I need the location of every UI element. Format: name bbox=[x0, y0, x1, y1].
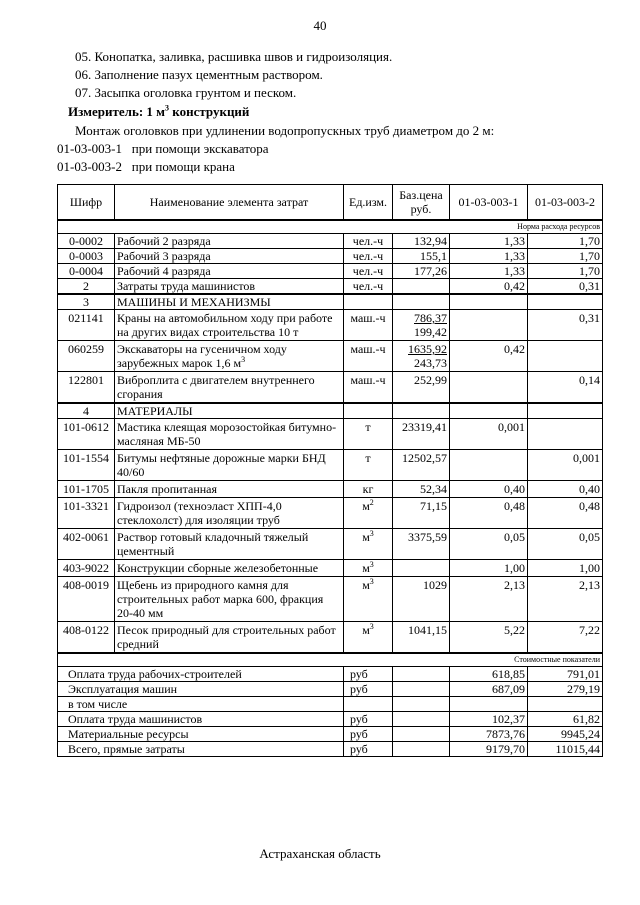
cell-code: 2 bbox=[58, 279, 115, 295]
table-row bbox=[58, 498, 603, 529]
cell-code: 060259 bbox=[58, 341, 115, 372]
totals-row bbox=[58, 667, 603, 682]
cell-v1: 0,05 bbox=[450, 529, 528, 560]
cell-name: Краны на автомобильном ходу при работе на других видах строительства 10 т bbox=[115, 310, 344, 341]
measure-sup: 3 bbox=[165, 103, 170, 113]
cell-name: МАТЕРИАЛЫ bbox=[115, 403, 344, 419]
total-v2: 279,19 bbox=[528, 682, 603, 697]
variant-1-text: при помощи экскаватора bbox=[131, 141, 269, 156]
unit-text: м bbox=[362, 561, 370, 575]
cell-name-text: Экскаваторы на гусеничном ходу зарубежных марок 1,6 м bbox=[117, 342, 287, 370]
totals-row bbox=[58, 697, 603, 712]
cell-v2: 0,40 bbox=[528, 481, 603, 498]
table-row bbox=[58, 310, 603, 341]
measure-tail: конструкций bbox=[169, 104, 250, 119]
cell-name: Рабочий 2 разряда bbox=[115, 234, 344, 249]
cell-price: 71,15 bbox=[393, 498, 450, 529]
cell-price: 1041,15 bbox=[393, 622, 450, 654]
total-v1: 7873,76 bbox=[450, 727, 528, 742]
cell-price: 155,1 bbox=[393, 249, 450, 264]
cell-v1: 0,42 bbox=[450, 279, 528, 295]
cell-unit: маш.-ч bbox=[344, 341, 393, 372]
cell-v1: 0,48 bbox=[450, 498, 528, 529]
intro-description: Монтаж оголовков при удлинении водопропускных труб диаметром до 2 м: bbox=[75, 123, 495, 138]
cell-unit bbox=[344, 481, 393, 498]
cell-v1: 1,33 bbox=[450, 249, 528, 264]
total-v2: 9945,24 bbox=[528, 727, 603, 742]
cell-unit: чел.-ч bbox=[344, 234, 393, 249]
price-bottom: 199,42 bbox=[414, 325, 447, 339]
cell-v2: 1,70 bbox=[528, 234, 603, 249]
cell-code: 0-0004 bbox=[58, 264, 115, 279]
unit-sup: 3 bbox=[369, 622, 374, 631]
unit-sup: 2 bbox=[369, 498, 374, 507]
total-name: Материальные ресурсы bbox=[58, 727, 344, 742]
cell-v1: 2,13 bbox=[450, 577, 528, 622]
section-2-row bbox=[58, 279, 603, 295]
header-price: Баз.цена руб. bbox=[393, 185, 450, 221]
cell-name: Щебень из природного камня для строительных работ марка 600, фракция 20-40 мм bbox=[115, 577, 344, 622]
cell-v2: 1,00 bbox=[528, 560, 603, 577]
cell-name: Мастика клеящая морозостойкая битумно-масляная МБ-50 bbox=[115, 419, 344, 450]
cell-name bbox=[115, 341, 344, 372]
intro-line-1: 05. Конопатка, заливка, расшивка швов и гидроизоляция. bbox=[75, 49, 393, 64]
cell-name: Рабочий 4 разряда bbox=[115, 264, 344, 279]
header-col1: 01-03-003-1 bbox=[450, 185, 528, 221]
cell-v2: 0,31 bbox=[528, 279, 603, 295]
cell-unit: маш.-ч bbox=[344, 372, 393, 404]
cell-price bbox=[393, 310, 450, 341]
totals-row bbox=[58, 727, 603, 742]
cell-unit bbox=[344, 622, 393, 654]
measure-label: Измеритель: 1 м bbox=[68, 104, 166, 119]
unit-text: т bbox=[365, 420, 371, 434]
cell-price: 23319,41 bbox=[393, 419, 450, 450]
cell-code: 0-0002 bbox=[58, 234, 115, 249]
header-name: Наименование элемента затрат bbox=[115, 185, 344, 221]
cell-price: 177,26 bbox=[393, 264, 450, 279]
footer-region: Астраханская область bbox=[259, 846, 381, 861]
cell-price: 132,94 bbox=[393, 234, 450, 249]
header-unit: Ед.изм. bbox=[344, 185, 393, 221]
cell-code: 101-0612 bbox=[58, 419, 115, 450]
cell-v1: 0,42 bbox=[450, 341, 528, 372]
cell-name: Гидроизол (техноэласт ХПП-4,0 стеклохолст) для изоляции труб bbox=[115, 498, 344, 529]
cell-name: Песок природный для строительных работ средний bbox=[115, 622, 344, 654]
totals-row bbox=[58, 742, 603, 757]
resource-table bbox=[57, 184, 603, 757]
total-v1: 102,37 bbox=[450, 712, 528, 727]
cell-unit: маш.-ч bbox=[344, 310, 393, 341]
cell-unit: чел.-ч bbox=[344, 264, 393, 279]
section-3-row bbox=[58, 294, 603, 310]
table-row bbox=[58, 234, 603, 249]
cell-price: 252,99 bbox=[393, 372, 450, 404]
total-unit: руб bbox=[344, 682, 393, 697]
cell-v2 bbox=[528, 419, 603, 450]
total-v1: 687,09 bbox=[450, 682, 528, 697]
cell-v1: 5,22 bbox=[450, 622, 528, 654]
cell-v2: 1,70 bbox=[528, 249, 603, 264]
total-name: в том числе bbox=[58, 697, 344, 712]
cell-name: Затраты труда машинистов bbox=[115, 279, 344, 295]
variant-2-text: при помощи крана bbox=[131, 159, 235, 174]
cell-v1 bbox=[450, 450, 528, 481]
cell-name: Раствор готовый кладочный тяжелый цементный bbox=[115, 529, 344, 560]
total-v2: 11015,44 bbox=[528, 742, 603, 757]
cell-price bbox=[393, 279, 450, 295]
total-unit: руб bbox=[344, 667, 393, 682]
unit-sup: 3 bbox=[369, 529, 374, 538]
unit-text: т bbox=[365, 451, 371, 465]
total-v1 bbox=[450, 697, 528, 712]
cell-v1: 1,33 bbox=[450, 234, 528, 249]
total-name: Оплата труда рабочих-строителей bbox=[58, 667, 344, 682]
total-v2 bbox=[528, 697, 603, 712]
cost-label: Стоимостные показатели bbox=[58, 653, 603, 667]
cell-unit: чел.-ч bbox=[344, 249, 393, 264]
total-v1: 618,85 bbox=[450, 667, 528, 682]
table-row bbox=[58, 249, 603, 264]
cell-v1 bbox=[450, 310, 528, 341]
cell-v1: 1,33 bbox=[450, 264, 528, 279]
cell-unit bbox=[344, 529, 393, 560]
cell-code: 408-0019 bbox=[58, 577, 115, 622]
cell-v2: 2,13 bbox=[528, 577, 603, 622]
cell-v2: 0,001 bbox=[528, 450, 603, 481]
table-row bbox=[58, 450, 603, 481]
cell-price bbox=[393, 560, 450, 577]
totals-row bbox=[58, 682, 603, 697]
cell-v1: 0,40 bbox=[450, 481, 528, 498]
cell-code: 403-9022 bbox=[58, 560, 115, 577]
cost-label-row bbox=[58, 653, 603, 667]
total-unit bbox=[344, 697, 393, 712]
total-v2: 791,01 bbox=[528, 667, 603, 682]
cell-price: 3375,59 bbox=[393, 529, 450, 560]
total-v1: 9179,70 bbox=[450, 742, 528, 757]
table-row bbox=[58, 264, 603, 279]
cell-code: 101-1705 bbox=[58, 481, 115, 498]
unit-sup: 3 bbox=[369, 577, 374, 586]
unit-text: м bbox=[362, 530, 370, 544]
section-4-row bbox=[58, 403, 603, 419]
cell-code: 402-0061 bbox=[58, 529, 115, 560]
cell-price bbox=[393, 341, 450, 372]
price-top: 786,37 bbox=[414, 311, 447, 325]
cell-v1 bbox=[450, 372, 528, 404]
cell-unit bbox=[344, 419, 393, 450]
unit-text: м bbox=[362, 623, 370, 637]
cell-code: 4 bbox=[58, 403, 115, 419]
cell-price: 1029 bbox=[393, 577, 450, 622]
measure-line bbox=[68, 103, 249, 121]
total-unit: руб bbox=[344, 727, 393, 742]
cell-name: МАШИНЫ И МЕХАНИЗМЫ bbox=[115, 294, 344, 310]
cell-v2 bbox=[528, 341, 603, 372]
cell-code: 0-0003 bbox=[58, 249, 115, 264]
norm-label: Норма расхода ресурсов bbox=[58, 220, 603, 234]
table-row bbox=[58, 341, 603, 372]
total-unit: руб bbox=[344, 712, 393, 727]
norm-label-row bbox=[58, 220, 603, 234]
unit-text: м bbox=[362, 499, 370, 513]
intro-line-2: 06. Заполнение пазух цементным раствором. bbox=[75, 67, 323, 82]
variant-1-code: 01-03-003-1 bbox=[57, 141, 122, 156]
cell-code: 3 bbox=[58, 294, 115, 310]
cell-v2: 1,70 bbox=[528, 264, 603, 279]
intro-line-3: 07. Засыпка оголовка грунтом и песком. bbox=[75, 85, 297, 100]
table-row bbox=[58, 372, 603, 404]
totals-row bbox=[58, 712, 603, 727]
cell-v2: 0,05 bbox=[528, 529, 603, 560]
total-name: Всего, прямые затраты bbox=[58, 742, 344, 757]
variant-2 bbox=[57, 158, 235, 176]
price-top: 1635,92 bbox=[408, 342, 447, 356]
cell-unit bbox=[344, 498, 393, 529]
total-name: Эксплуатация машин bbox=[58, 682, 344, 697]
cell-v2: 0,31 bbox=[528, 310, 603, 341]
header-code: Шифр bbox=[58, 185, 115, 221]
cell-v1: 1,00 bbox=[450, 560, 528, 577]
cell-name: Конструкции сборные железобетонные bbox=[115, 560, 344, 577]
cell-name: Пакля пропитанная bbox=[115, 481, 344, 498]
total-name: Оплата труда машинистов bbox=[58, 712, 344, 727]
cell-unit bbox=[344, 450, 393, 481]
price-bottom: 243,73 bbox=[414, 356, 447, 370]
variant-2-code: 01-03-003-2 bbox=[57, 159, 122, 174]
header-col2: 01-03-003-2 bbox=[528, 185, 603, 221]
table-row bbox=[58, 419, 603, 450]
cell-name: Рабочий 3 разряда bbox=[115, 249, 344, 264]
table-row bbox=[58, 577, 603, 622]
page-number: 40 bbox=[313, 18, 327, 33]
cell-v1: 0,001 bbox=[450, 419, 528, 450]
cell-v2: 0,14 bbox=[528, 372, 603, 404]
cell-price: 52,34 bbox=[393, 481, 450, 498]
cell-code: 122801 bbox=[58, 372, 115, 404]
cell-code: 101-3321 bbox=[58, 498, 115, 529]
cell-v2: 7,22 bbox=[528, 622, 603, 654]
table-row bbox=[58, 529, 603, 560]
cell-code: 408-0122 bbox=[58, 622, 115, 654]
unit-sup: 3 bbox=[369, 560, 374, 569]
table-row bbox=[58, 481, 603, 498]
unit-text: кг bbox=[362, 482, 374, 496]
variant-1 bbox=[57, 140, 268, 158]
cell-code: 021141 bbox=[58, 310, 115, 341]
total-v2: 61,82 bbox=[528, 712, 603, 727]
cell-unit bbox=[344, 577, 393, 622]
cell-code: 101-1554 bbox=[58, 450, 115, 481]
cell-name-sup: 3 bbox=[241, 355, 246, 364]
cell-price: 12502,57 bbox=[393, 450, 450, 481]
unit-text: м bbox=[362, 578, 370, 592]
cell-name: Битумы нефтяные дорожные марки БНД 40/60 bbox=[115, 450, 344, 481]
table-row bbox=[58, 622, 603, 654]
cell-unit: чел.-ч bbox=[344, 279, 393, 295]
cell-name: Виброплита с двигателем внутреннего сгорания bbox=[115, 372, 344, 404]
cell-unit bbox=[344, 560, 393, 577]
table-row bbox=[58, 560, 603, 577]
cell-v2: 0,48 bbox=[528, 498, 603, 529]
table-header-row bbox=[58, 185, 603, 221]
total-unit: руб bbox=[344, 742, 393, 757]
